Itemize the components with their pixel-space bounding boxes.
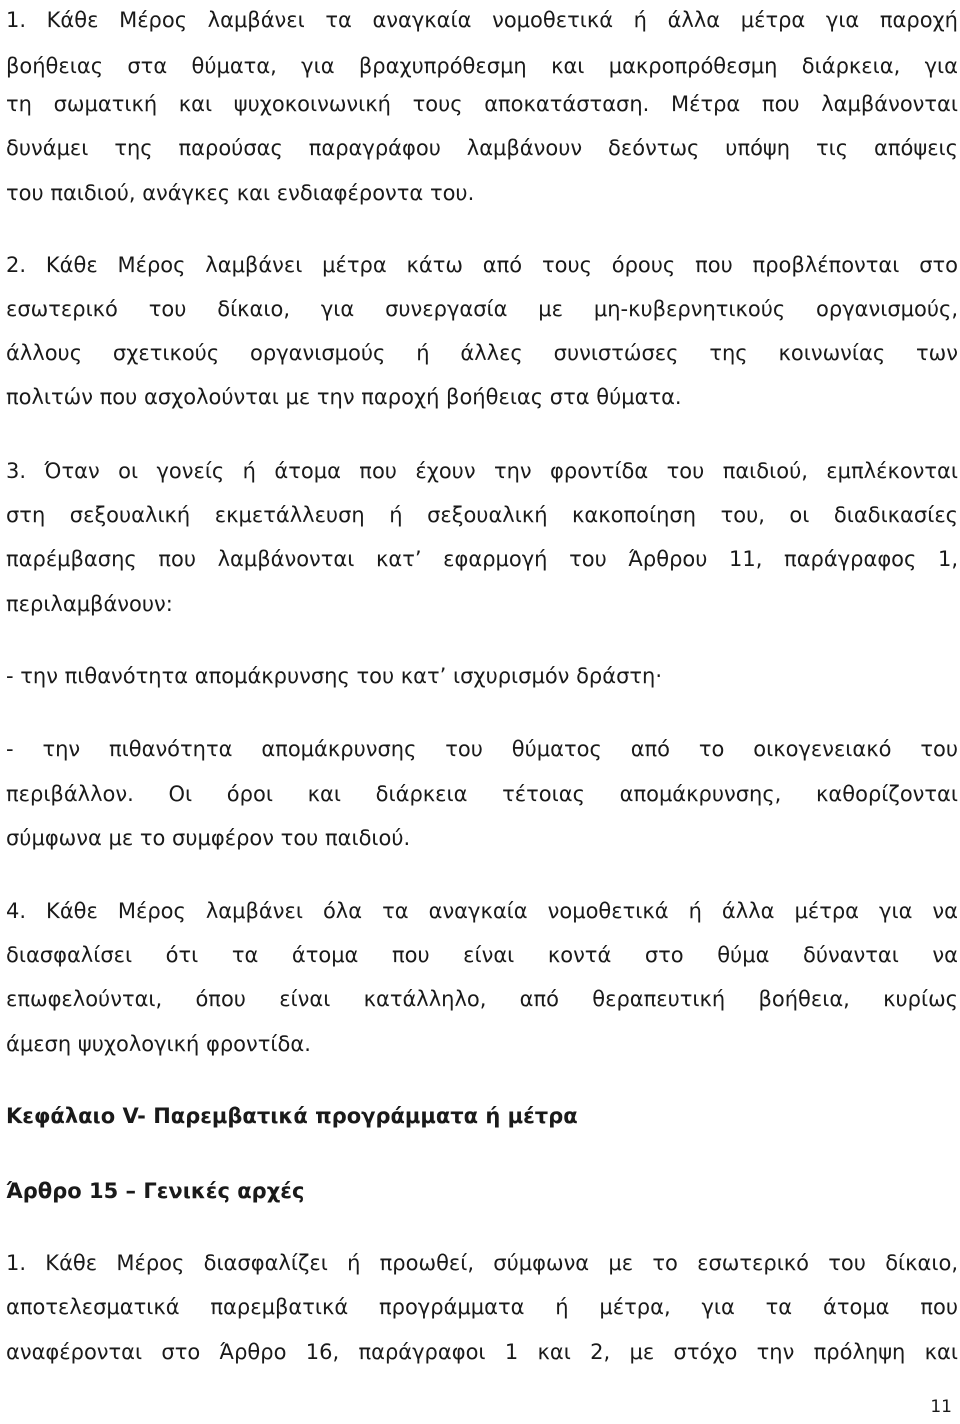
paragraph-3-line-3: παρέμβασης που λαμβάνονται κατ’ εφαρμογή του Άρθρου 11, παράγραφος 1, (6, 547, 958, 571)
paragraph-5-line-2: αποτελεσματικά παρεμβατικά προγράμματα ή μέτρα, για τα άτομα που (6, 1295, 958, 1319)
paragraph-4-line-2: διασφαλίσει ότι τα άτομα που είναι κοντά στο θύμα δύνανται να (6, 943, 958, 967)
paragraph-1-line-1: 1. Κάθε Μέρος λαμβάνει τα αναγκαία νομοθετικά ή άλλα μέτρα για παροχή (6, 8, 958, 32)
bullet-2-line-1: - την πιθανότητα απομάκρυνσης του θύματος από το οικογενειακό του (6, 737, 958, 761)
paragraph-3-line-2: στη σεξουαλική εκμετάλλευση ή σεξουαλική κακοποίηση του, οι διαδικασίες (6, 503, 958, 527)
paragraph-2-line-4: πολιτών που ασχολούνται με την παροχή βοήθειας στα θύματα. (6, 385, 682, 409)
bullet-1-line-1: - την πιθανότητα απομάκρυνσης του κατ’ ισχυρισμόν δράστη· (6, 664, 663, 688)
paragraph-4-line-3: επωφελούνται, όπου είναι κατάλληλο, από θεραπευτική βοήθεια, κυρίως (6, 987, 958, 1011)
paragraph-4-line-1: 4. Κάθε Μέρος λαμβάνει όλα τα αναγκαία νομοθετικά ή άλλα μέτρα για να (6, 899, 958, 923)
paragraph-2-line-2: εσωτερικό του δίκαιο, για συνεργασία με μη-κυβερνητικούς οργανισμούς, (6, 297, 958, 321)
paragraph-3-line-4: περιλαμβάνουν: (6, 592, 173, 616)
paragraph-3-line-1: 3. Όταν οι γονείς ή άτομα που έχουν την φροντίδα του παιδιού, εμπλέκονται (6, 459, 958, 483)
article-heading: Άρθρο 15 – Γενικές αρχές (6, 1179, 305, 1203)
bullet-2-line-2: περιβάλλον. Οι όροι και διάρκεια τέτοιας απομάκρυνσης, καθορίζονται (6, 782, 958, 806)
paragraph-4-line-4: άμεση ψυχολογική φροντίδα. (6, 1032, 311, 1056)
page-number: 11 (930, 1397, 952, 1417)
paragraph-5-line-1: 1. Κάθε Μέρος διασφαλίζει ή προωθεί, σύμφωνα με το εσωτερικό του δίκαιο, (6, 1251, 958, 1275)
paragraph-2-line-3: άλλους σχετικούς οργανισμούς ή άλλες συνιστώσες της κοινωνίας των (6, 341, 958, 365)
paragraph-2-line-1: 2. Κάθε Μέρος λαμβάνει μέτρα κάτω από τους όρους που προβλέπονται στο (6, 253, 958, 277)
paragraph-1-line-3: τη σωματική και ψυχοκοινωνική τους αποκατάσταση. Μέτρα που λαμβάνονται (6, 92, 958, 116)
bullet-2-line-3: σύμφωνα με το συμφέρον του παιδιού. (6, 826, 411, 850)
chapter-heading: Κεφάλαιο V- Παρεμβατικά προγράμματα ή μέτρα (6, 1104, 578, 1128)
paragraph-1-line-5: του παιδιού, ανάγκες και ενδιαφέροντα του. (6, 181, 475, 205)
paragraph-1-line-4: δυνάμει της παρούσας παραγράφου λαμβάνουν δεόντως υπόψη τις απόψεις (6, 136, 958, 160)
paragraph-1-line-2: βοήθειας στα θύματα, για βραχυπρόθεσμη και μακροπρόθεσμη διάρκεια, για (6, 54, 958, 78)
document-page (6, 0, 958, 1424)
paragraph-5-line-3: αναφέρονται στο Άρθρο 16, παράγραφοι 1 και 2, με στόχο την πρόληψη και (6, 1340, 958, 1364)
